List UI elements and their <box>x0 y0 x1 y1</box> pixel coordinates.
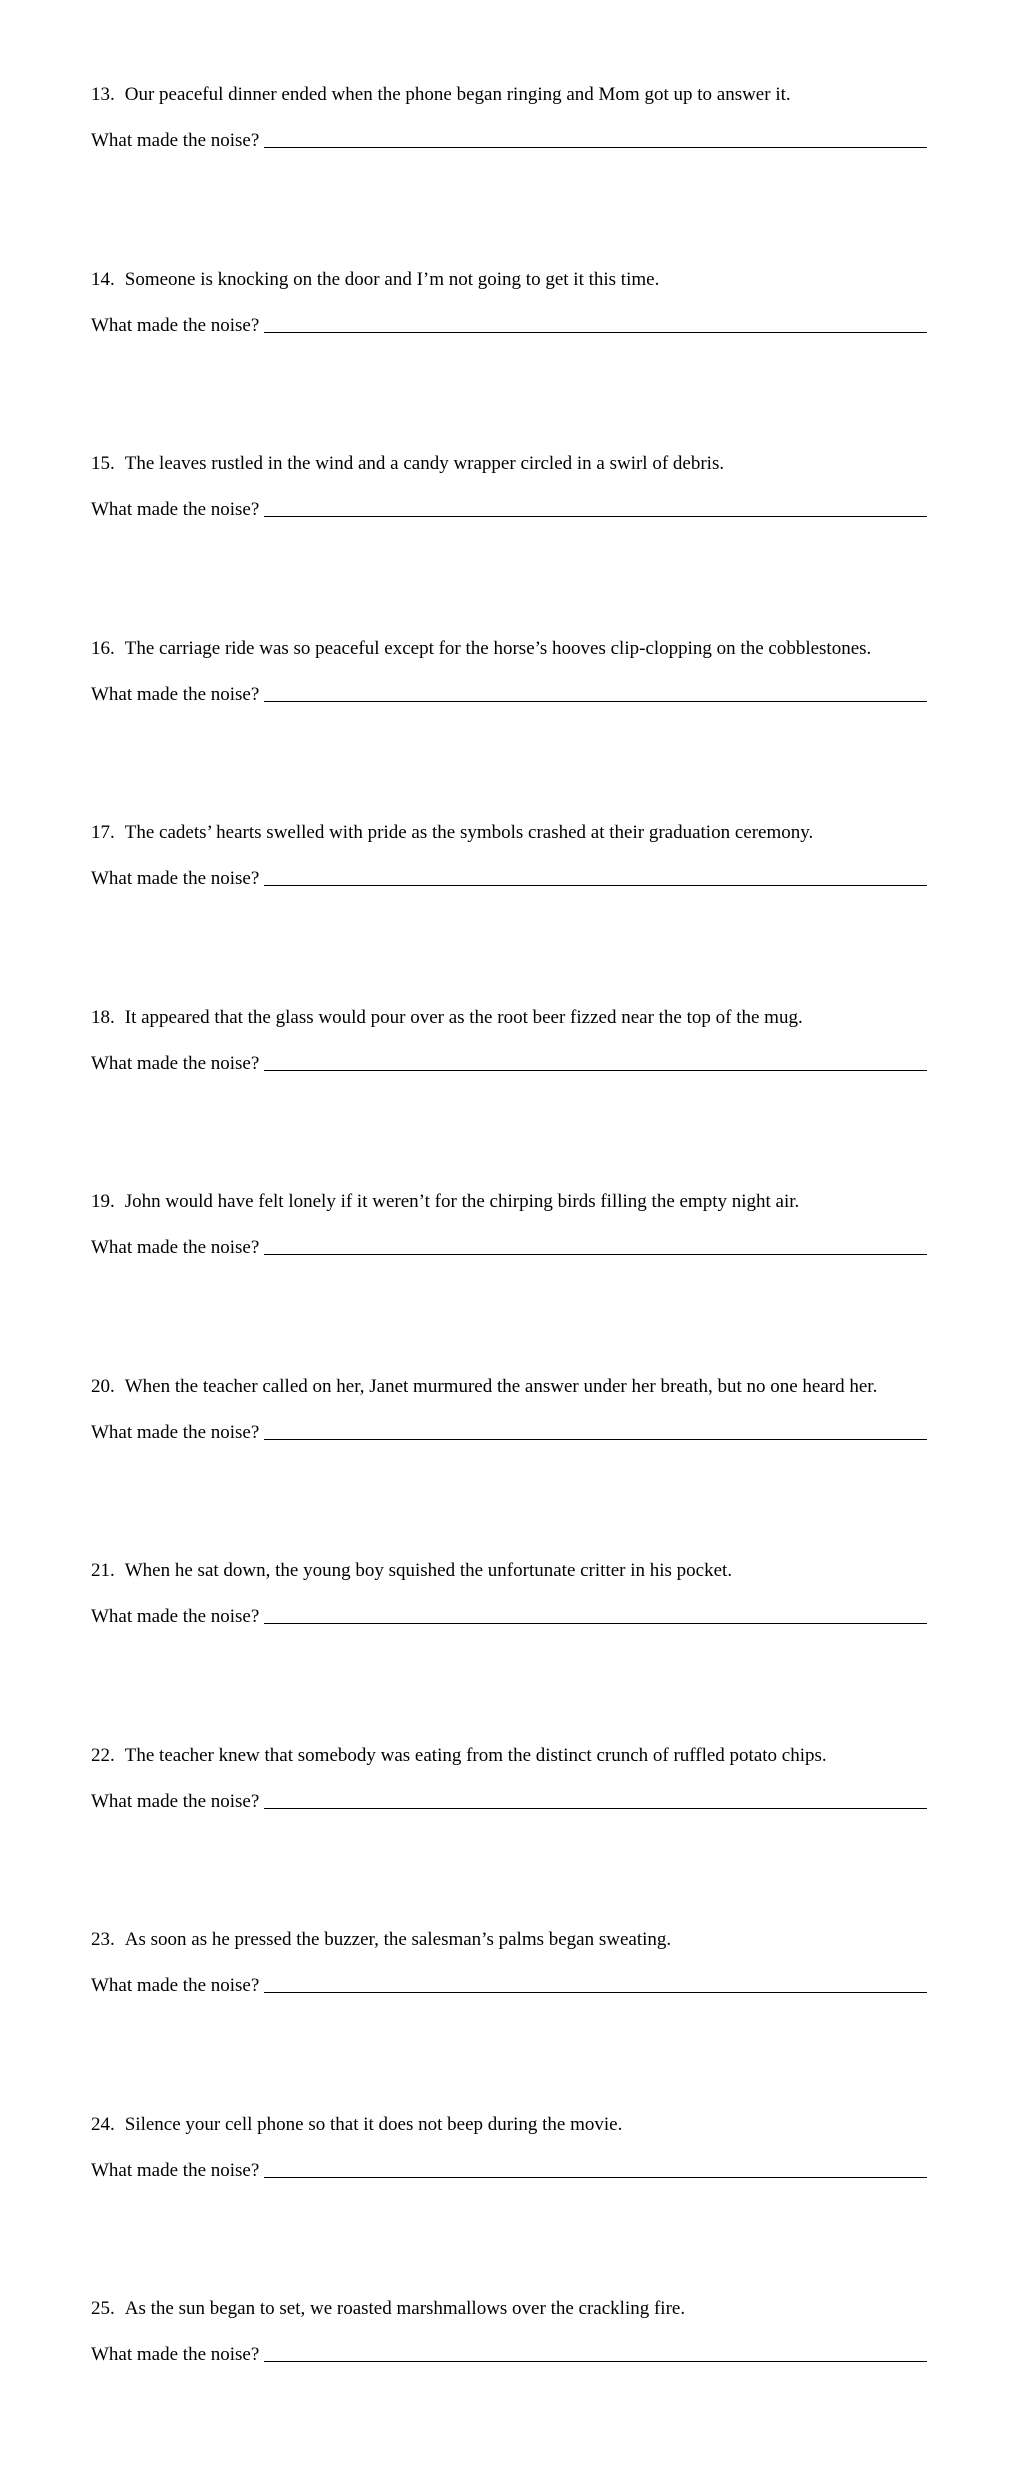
question-sentence <box>91 821 927 845</box>
answer-prompt: What made the noise? <box>91 1790 260 1812</box>
answer-blank-line[interactable] <box>264 1069 927 1071</box>
answer-blank-line[interactable] <box>264 1253 927 1255</box>
question-number: 17. <box>91 822 115 843</box>
question-item <box>91 637 927 822</box>
question-text: Our peaceful dinner ended when the phone began ringing and Mom got up to answer it. <box>124 84 791 105</box>
answer-prompt: What made the noise? <box>91 2159 260 2181</box>
question-item <box>91 1559 927 1744</box>
question-number: 20. <box>91 1375 115 1397</box>
worksheet-page <box>91 83 927 2482</box>
answer-blank-line[interactable] <box>264 331 927 333</box>
answer-row <box>91 1421 927 1445</box>
question-number: 21. <box>91 1560 115 1581</box>
answer-prompt: What made the noise? <box>91 868 260 889</box>
answer-blank-line[interactable] <box>264 1807 927 1809</box>
question-item <box>91 452 927 637</box>
question-number: 15. <box>91 453 115 474</box>
answer-blank-line[interactable] <box>264 700 927 702</box>
question-text: The leaves rustled in the wind and a candy wrapper circled in a swirl of debris. <box>124 453 725 474</box>
answer-row <box>91 314 927 338</box>
question-item <box>91 83 927 268</box>
question-text: The cadets’ hearts swelled with pride as the symbols crashed at their graduation ceremony. <box>124 822 814 843</box>
question-sentence <box>91 1559 927 1583</box>
question-item <box>91 1928 927 2113</box>
question-text: The teacher knew that somebody was eating from the distinct crunch of ruffled potato chips. <box>124 1744 827 1766</box>
answer-prompt: What made the noise? <box>91 2344 260 2365</box>
answer-prompt: What made the noise? <box>91 683 260 705</box>
answer-row <box>91 1974 927 1998</box>
question-number: 19. <box>91 1191 115 1212</box>
answer-row <box>91 867 927 891</box>
question-sentence <box>91 83 927 107</box>
answer-row <box>91 129 927 153</box>
answer-row <box>91 1052 927 1076</box>
question-item <box>91 1006 927 1191</box>
question-sentence <box>91 452 927 476</box>
question-sentence <box>91 1928 927 1952</box>
answer-row <box>91 498 927 522</box>
question-text: It appeared that the glass would pour over as the root beer fizzed near the top of the mug. <box>124 1006 803 1028</box>
answer-prompt: What made the noise? <box>91 1052 260 1074</box>
answer-prompt: What made the noise? <box>91 130 260 151</box>
question-item <box>91 1375 927 1560</box>
question-item <box>91 2297 927 2482</box>
answer-prompt: What made the noise? <box>91 1606 260 1627</box>
question-number: 25. <box>91 2298 115 2319</box>
answer-row <box>91 1605 927 1629</box>
question-number: 16. <box>91 637 115 659</box>
answer-prompt: What made the noise? <box>91 499 260 520</box>
question-sentence <box>91 1744 927 1768</box>
question-sentence <box>91 268 927 292</box>
answer-blank-line[interactable] <box>264 146 927 148</box>
question-item <box>91 1744 927 1929</box>
question-sentence <box>91 637 927 661</box>
question-number: 14. <box>91 268 115 290</box>
question-sentence <box>91 1190 927 1214</box>
answer-blank-line[interactable] <box>264 1438 927 1440</box>
question-text: John would have felt lonely if it weren’t for the chirping birds filling the empty night air. <box>124 1191 800 1212</box>
question-sentence <box>91 1375 927 1399</box>
answer-prompt: What made the noise? <box>91 1421 260 1443</box>
question-item <box>91 821 927 1006</box>
answer-blank-line[interactable] <box>264 1991 927 1993</box>
answer-row <box>91 2343 927 2367</box>
question-text: When the teacher called on her, Janet murmured the answer under her breath, but no one heard her. <box>124 1375 878 1397</box>
question-text: The carriage ride was so peaceful except for the horse’s hooves clip-clopping on the cobblestones. <box>124 637 872 659</box>
question-number: 13. <box>91 84 115 105</box>
question-text: As the sun began to set, we roasted marshmallows over the crackling fire. <box>124 2298 686 2319</box>
answer-blank-line[interactable] <box>264 2176 927 2178</box>
answer-blank-line[interactable] <box>264 1622 927 1624</box>
question-number: 18. <box>91 1006 115 1028</box>
question-item <box>91 2113 927 2298</box>
question-text: When he sat down, the young boy squished the unfortunate critter in his pocket. <box>124 1560 733 1581</box>
question-number: 22. <box>91 1744 115 1766</box>
question-sentence <box>91 1006 927 1030</box>
answer-blank-line[interactable] <box>264 515 927 517</box>
question-sentence <box>91 2297 927 2321</box>
question-text: Someone is knocking on the door and I’m not going to get it this time. <box>124 268 660 290</box>
answer-row <box>91 1236 927 1260</box>
answer-blank-line[interactable] <box>264 884 927 886</box>
answer-prompt: What made the noise? <box>91 1237 260 1258</box>
answer-row <box>91 2159 927 2183</box>
answer-prompt: What made the noise? <box>91 314 260 336</box>
question-item <box>91 1190 927 1375</box>
answer-row <box>91 1790 927 1814</box>
question-text: Silence your cell phone so that it does not beep during the movie. <box>124 2113 623 2135</box>
answer-row <box>91 683 927 707</box>
question-sentence <box>91 2113 927 2137</box>
answer-prompt: What made the noise? <box>91 1975 260 1996</box>
answer-blank-line[interactable] <box>264 2360 927 2362</box>
question-number: 24. <box>91 2113 115 2135</box>
question-text: As soon as he pressed the buzzer, the salesman’s palms began sweating. <box>124 1929 672 1950</box>
question-number: 23. <box>91 1929 115 1950</box>
question-item <box>91 268 927 453</box>
